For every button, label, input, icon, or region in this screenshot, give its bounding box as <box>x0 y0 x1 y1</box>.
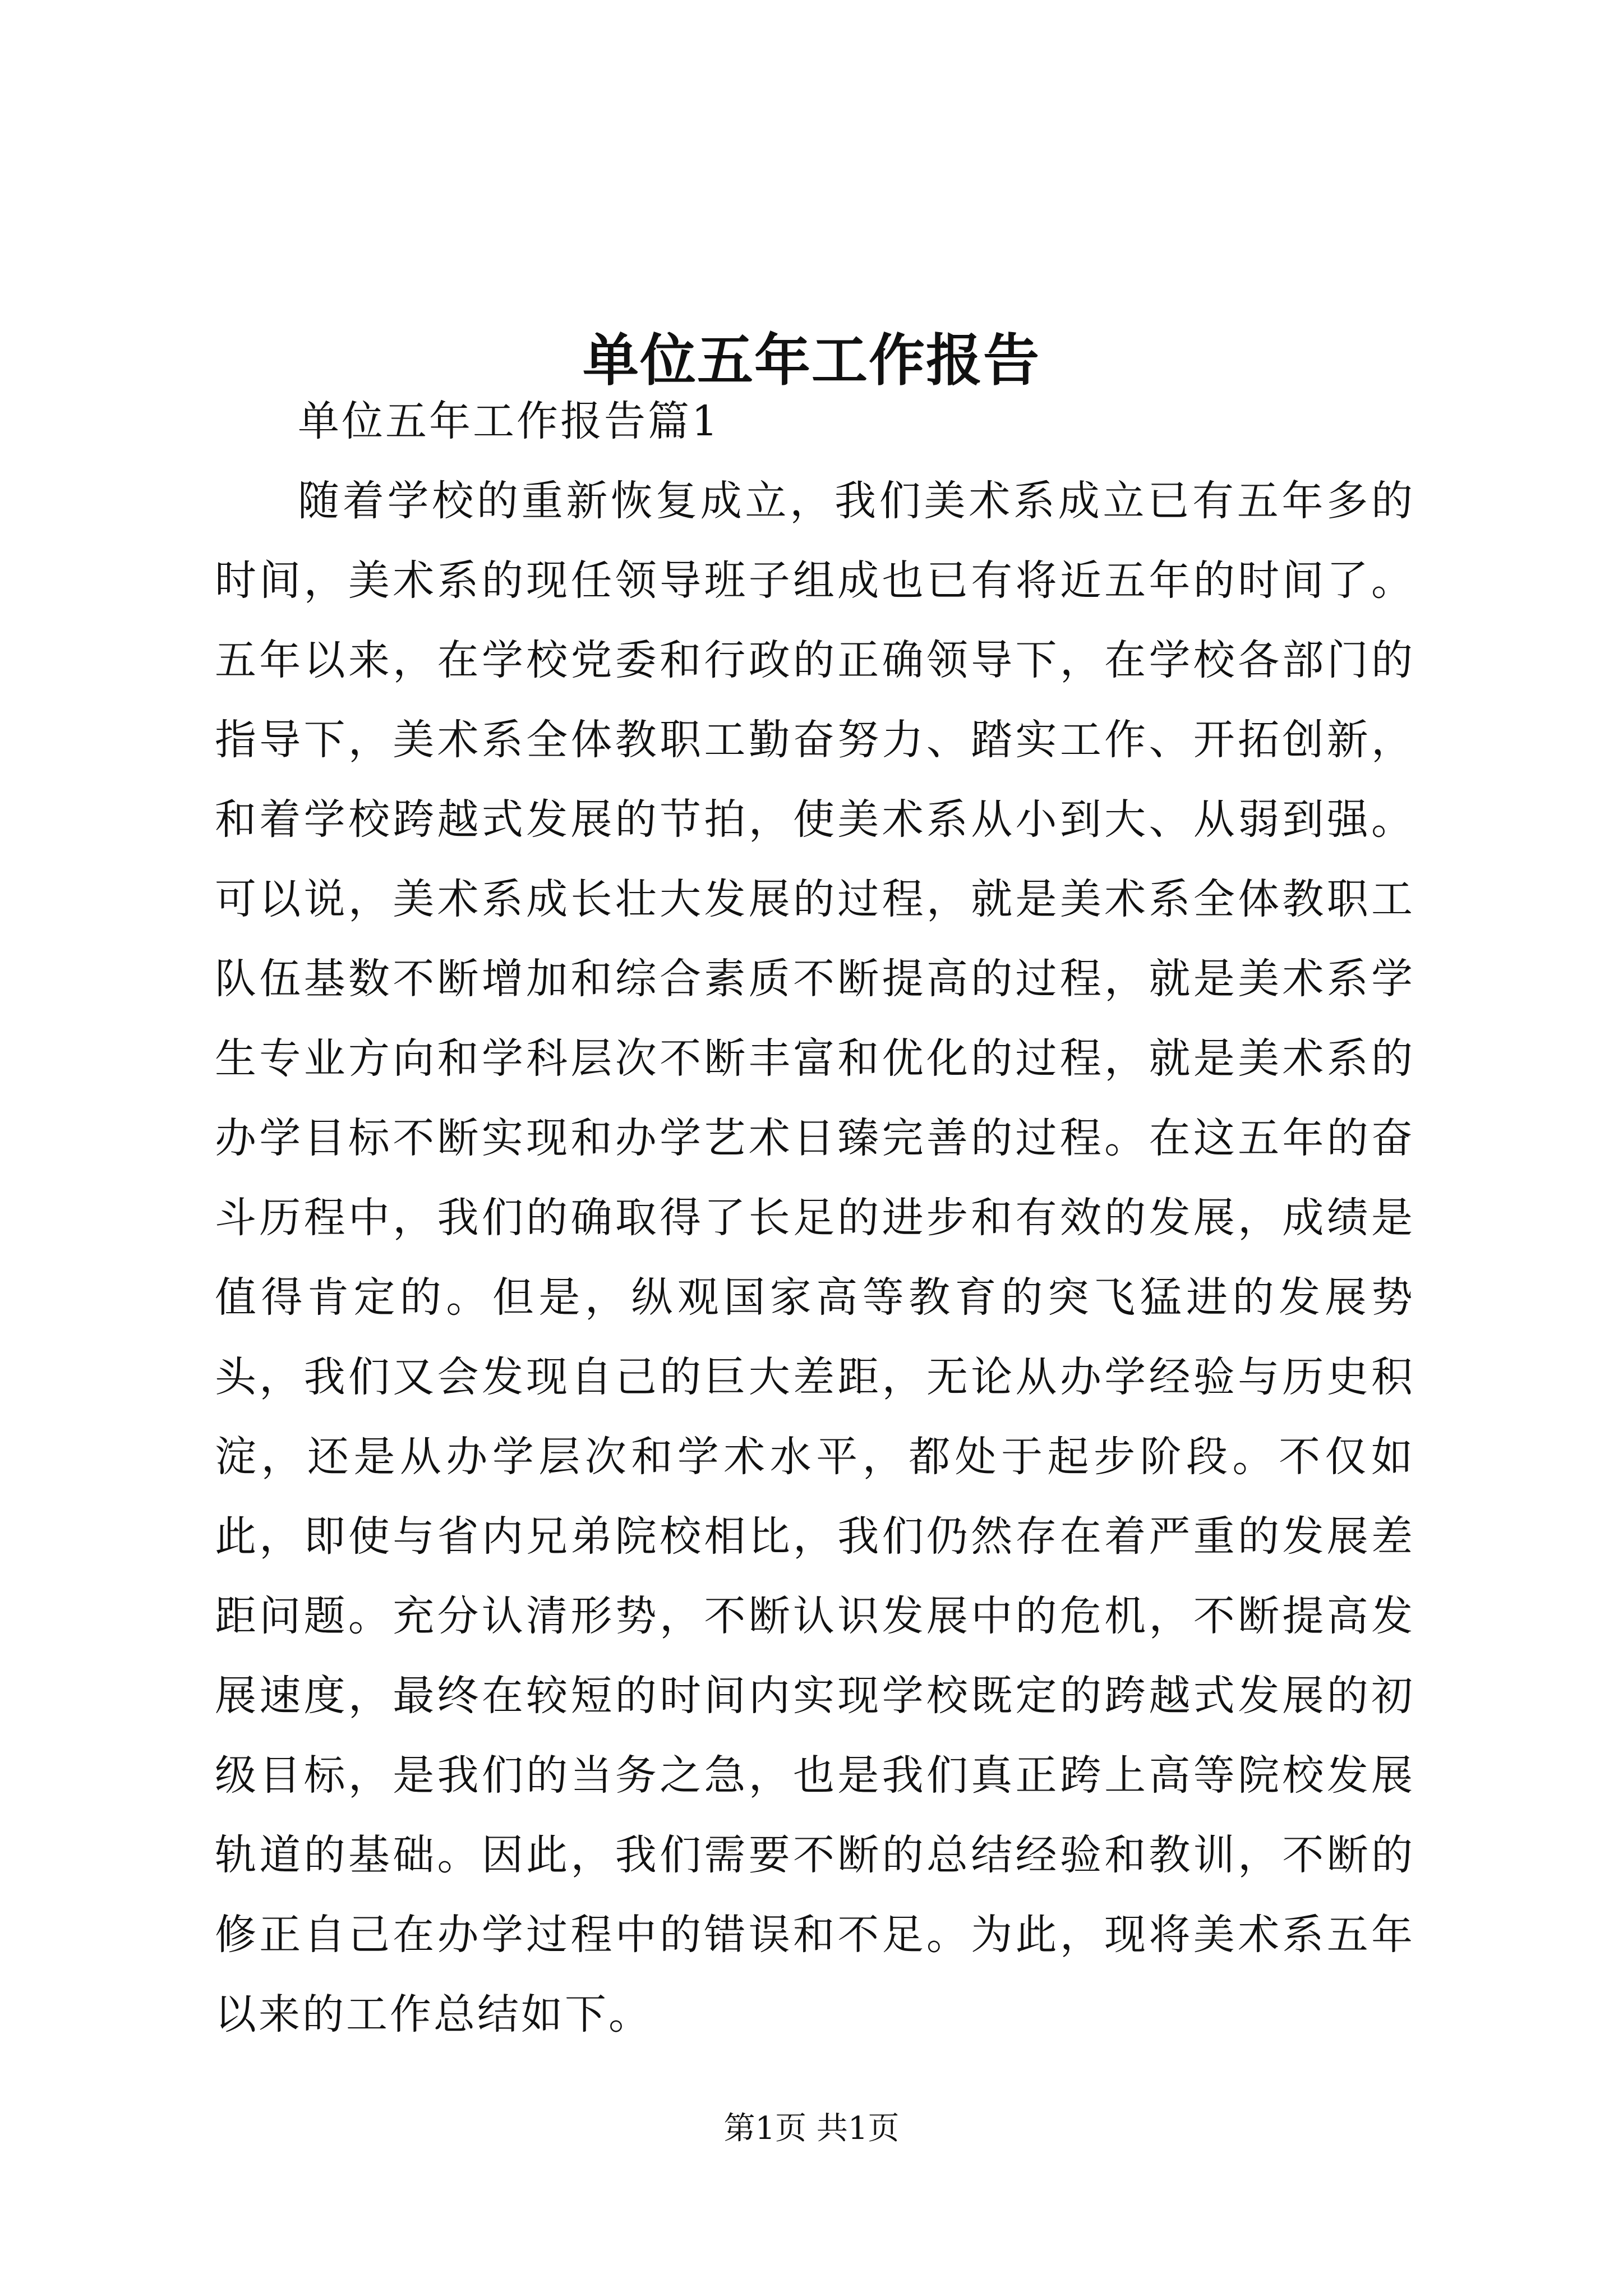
document-body <box>215 381 1415 2054</box>
page-number-footer: 第1页 共1页 <box>723 2110 900 2147</box>
body-paragraph: 随着学校的重新恢复成立，我们美术系成立已有五年多的时间，美术系的现任领导班子组成也已有将近五年的时间了。五年以来，在学校党委和行政的正确领导下，在学校各部门的指导下，美术系全体教职工勤奋努力、踏实工作、开拓创新，和着学校跨越式发展的节拍，使美术系从小到大、从弱到强。可以说，美术系成长壮大发展的过程，就是美术系全体教职工队伍基数不断增加和综合素质不断提高的过程，就是美术系学生专业方向和学科层次不断丰富和优化的过程，就是美术系的办学目标不断实现和办学艺术日臻完善的过程。在这五年的奋斗历程中，我们的确取得了长足的进步和有效的发展，成绩是值得肯定的。但是，纵观国家高等教育的突飞猛进的发展势头，我们又会发现自己的巨大差距，无论从办学经验与历史积淀，还是从办学层次和学术水平，都处于起步阶段。不仅如此，即使与省内兄弟院校相比，我们仍然存在着严重的发展差距问题。充分认清形势，不断认识发展中的危机，不断提高发展速度，最终在较短的时间内实现学校既定的跨越式发展的初级目标，是我们的当务之急，也是我们真正跨上高等院校发展轨道的基础。因此，我们需要不断的总结经验和教训，不断的修正自己在办学过程中的错误和不足。为此，现将美术系五年以来的工作总结如下。 <box>215 477 1415 2039</box>
section-subtitle: 单位五年工作报告篇1 <box>298 397 721 445</box>
document-title: 单位五年工作报告 <box>583 327 1040 393</box>
